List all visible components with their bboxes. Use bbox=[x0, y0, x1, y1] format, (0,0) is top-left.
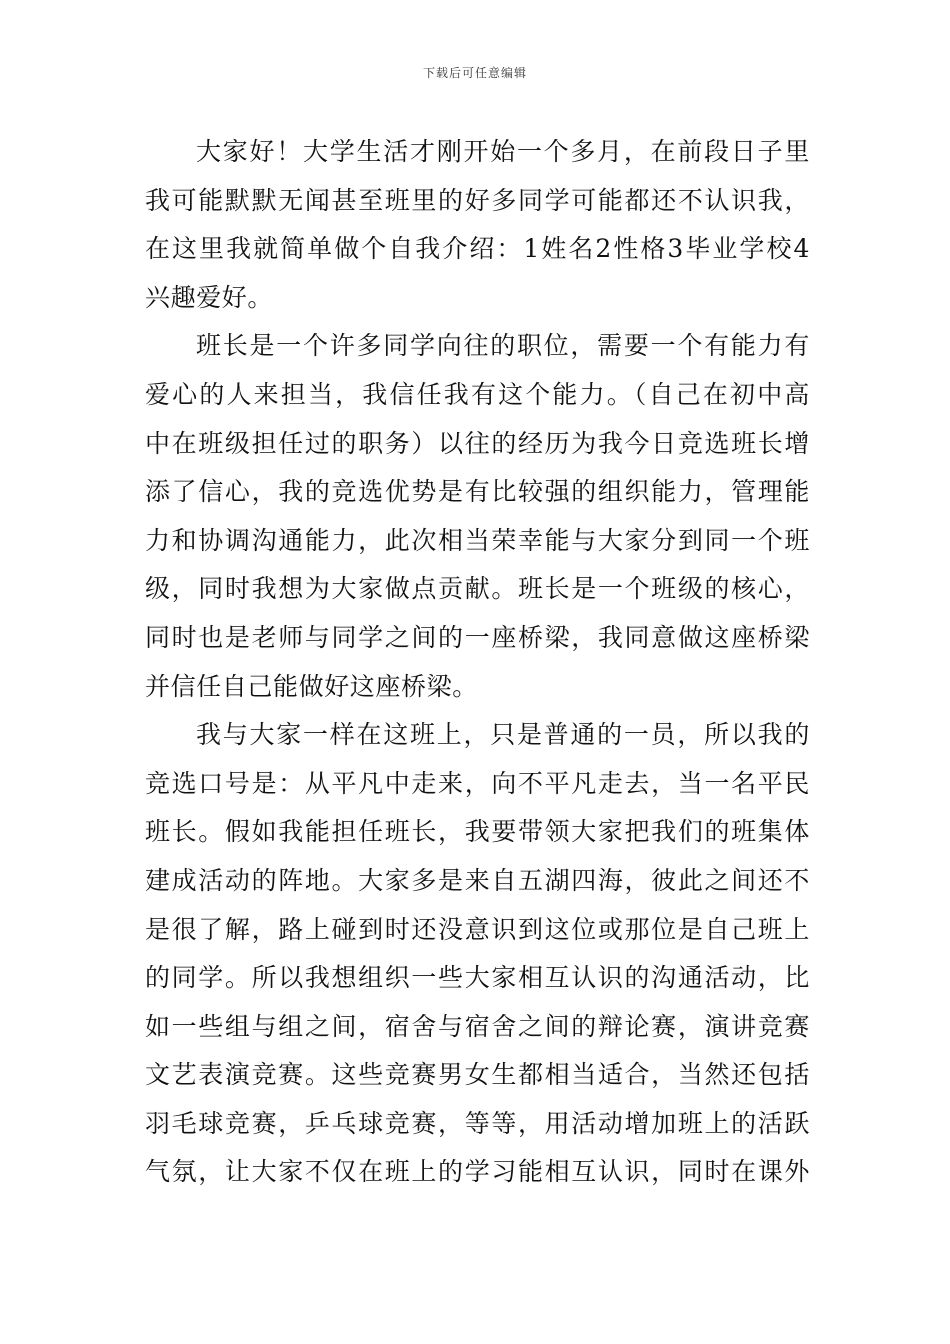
text-line: 级，同时我想为大家做点贡献。班长是一个班级的核心， bbox=[145, 574, 810, 604]
header-note: 下载后可任意编辑 bbox=[422, 66, 527, 80]
text-line: 班长。假如我能担任班长，我要带领大家把我们的班集体 bbox=[145, 817, 810, 847]
text-line: 文艺表演竞赛。这些竞赛男女生都相当适合，当然还包括 bbox=[145, 1060, 810, 1090]
paragraph-2 bbox=[145, 322, 810, 711]
text-line: 竞选口号是：从平凡中走来，向不平凡走去，当一名平民 bbox=[145, 768, 810, 798]
text-line: 大家好！大学生活才刚开始一个多月，在前段日子里 bbox=[196, 137, 810, 166]
paragraph-3 bbox=[145, 711, 810, 1197]
text-line: 气氛，让大家不仅在班上的学习能相互认识，同时在课外 bbox=[145, 1157, 810, 1187]
text-line: 在这里我就简单做个自我介绍：1姓名2性格3毕业学校4 bbox=[145, 234, 810, 264]
text-line: 同时也是老师与同学之间的一座桥梁，我同意做这座桥梁 bbox=[145, 622, 810, 652]
text-line: 兴趣爱好。 bbox=[145, 282, 274, 312]
text-line: 我与大家一样在这班上，只是普通的一员，所以我的 bbox=[196, 720, 810, 750]
document-body bbox=[145, 128, 810, 1197]
text-line: 力和协调沟通能力，此次相当荣幸能与大家分到同一个班 bbox=[145, 525, 810, 555]
text-line: 如一些组与组之间，宿舍与宿舍之间的辩论赛，演讲竞赛 bbox=[145, 1011, 810, 1041]
text-line: 中在班级担任过的职务）以往的经历为我今日竞选班长增 bbox=[145, 428, 810, 458]
paragraph-1 bbox=[145, 128, 810, 322]
text-line: 我可能默默无闻甚至班里的好多同学可能都还不认识我， bbox=[145, 185, 810, 215]
text-line: 并信任自己能做好这座桥梁。 bbox=[145, 671, 478, 701]
text-line: 爱心的人来担当，我信任我有这个能力。（自己在初中高 bbox=[145, 379, 810, 409]
text-line: 班长是一个许多同学向往的职位，需要一个有能力有 bbox=[196, 331, 810, 361]
text-line: 的同学。所以我想组织一些大家相互认识的沟通活动，比 bbox=[145, 963, 810, 993]
text-line: 是很了解，路上碰到时还没意识到这位或那位是自己班上 bbox=[145, 914, 810, 944]
text-line: 添了信心，我的竞选优势是有比较强的组织能力，管理能 bbox=[145, 477, 810, 507]
text-line: 建成活动的阵地。大家多是来自五湖四海，彼此之间还不 bbox=[145, 865, 810, 895]
text-line: 羽毛球竞赛，乒乓球竞赛，等等，用活动增加班上的活跃 bbox=[145, 1108, 810, 1138]
